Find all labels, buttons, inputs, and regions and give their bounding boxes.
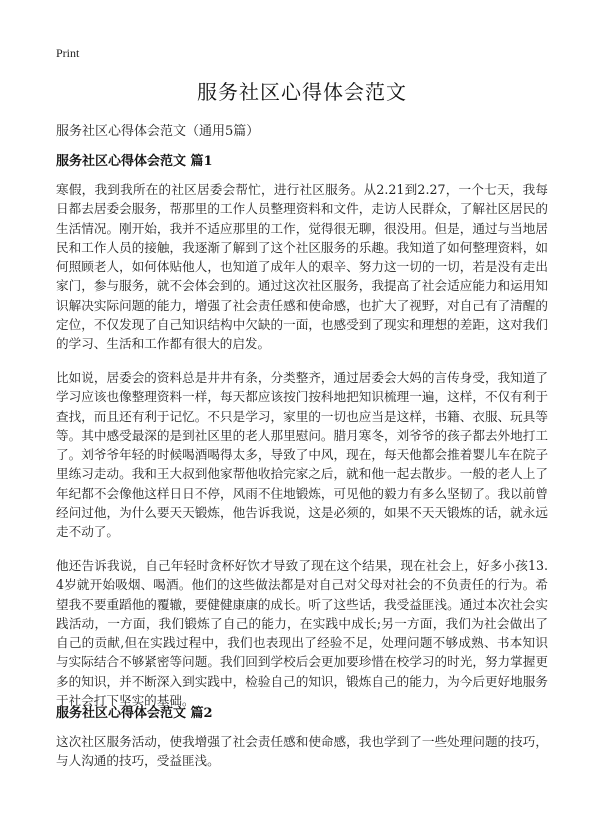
section-2-paragraph-1 — [56, 732, 548, 771]
doc-subtitle: 服务社区心得体会范文（通用5篇） — [56, 124, 260, 139]
section-1-paragraph-3 — [56, 556, 548, 710]
page-title: 服务社区心得体会范文 — [197, 80, 407, 104]
section-heading: 服务社区心得体会范文 篇1 — [56, 154, 213, 169]
print-link[interactable]: Print — [56, 46, 80, 60]
paragraph: 这次社区服务活动，使我增强了社会责任感和使命感，我也学到了一些处理问题的技巧，与人沟通的技巧，受益匪浅。 — [56, 734, 548, 769]
paragraph: 寒假，我到我所在的社区居委会帮忙，进行社区服务。从2.21到2.27，一个七天，我每日都去居委会服务，帮那里的工作人员整理资料和文件，走访人民群众，了解社区居民的生活情况。刚开始，我并不适应那里的工作，觉得很无聊，很没用。但是，通过与当地居民和工作人员的接触，我逐渐了解到了这个社区服务的乐趣。我知道了如何整理资料，如何照顾老人，如何体贴他人，也知道了成年人的艰辛、努力这一切的一切，若是没有走出家门，参与服务，就不会体会到的。通过这次社区服务，我提高了社会适应能力和运用知识解决实际问题的能力，增强了社会责任感和使命感，也扩大了视野，对自己有了清醒的定位，不仅发现了自己知识结构中欠缺的一面，也感受到了现实和理想的差距，这对我们的学习、生活和工作都有很大的启发。 — [56, 182, 548, 352]
section-heading: 服务社区心得体会范文 篇2 — [56, 706, 213, 721]
section-2 — [56, 702, 548, 721]
section-1-paragraph-1 — [56, 180, 548, 354]
paragraph: 比如说，居委会的资料总是井井有条，分类整齐，通过居委会大妈的言传身受，我知道了学习应该也像整理资料一样，每天都应该按门按科地把知识梳理一遍，这样，不仅有利于查找，而且还有利于记忆。不只是学习，家里的一切也应当是这样，书籍、衣服、玩具等等。其中感受最深的是到社区里的老人那里慰问。腊月寒冬，刘爷爷的孩子都去外地打工了。刘爷爷年轻的时候喝酒喝得太多，导致了中风，现在，每天他都会推着婴儿车在院子里练习走动。我和王大叔到他家帮他收拾完家之后，就和他一起去散步。一般的老人上了年纪都不会像他这样日日不停，风雨不住地锻炼，可见他的毅力有多么坚韧了。我以前曾经问过他，为什么要天天锻炼，他告诉我说，这是必须的，如果不天天锻炼的话，就永远走不动了。 — [56, 370, 548, 540]
section-1 — [56, 150, 548, 169]
section-1-paragraph-2 — [56, 368, 548, 542]
paragraph: 他还告诉我说，自己年轻时贪杯好饮才导致了现在这个结果，现在社会上，好多小孩13.4岁就开始吸烟、喝酒。他们的这些做法都是对自己对父母对社会的不负责任的行为。希望我不要重蹈他的覆辙，要健健康康的成长。听了这些话，我受益匪浅。通过本次社会实践活动，一方面，我们锻炼了自己的能力，在实践中成长;另一方面，我们为社会做出了自己的贡献,但在实践过程中，我们也表现出了经验不足，处理问题不够成熟、书本知识与实际结合不够紧密等问题。我们回到学校后会更加要珍惜在校学习的时光，努力掌握更多的知识，并不断深入到实践中，检验自己的知识，锻炼自己的能力，为今后更好地服务于社会打下坚实的基础。 — [56, 558, 548, 709]
